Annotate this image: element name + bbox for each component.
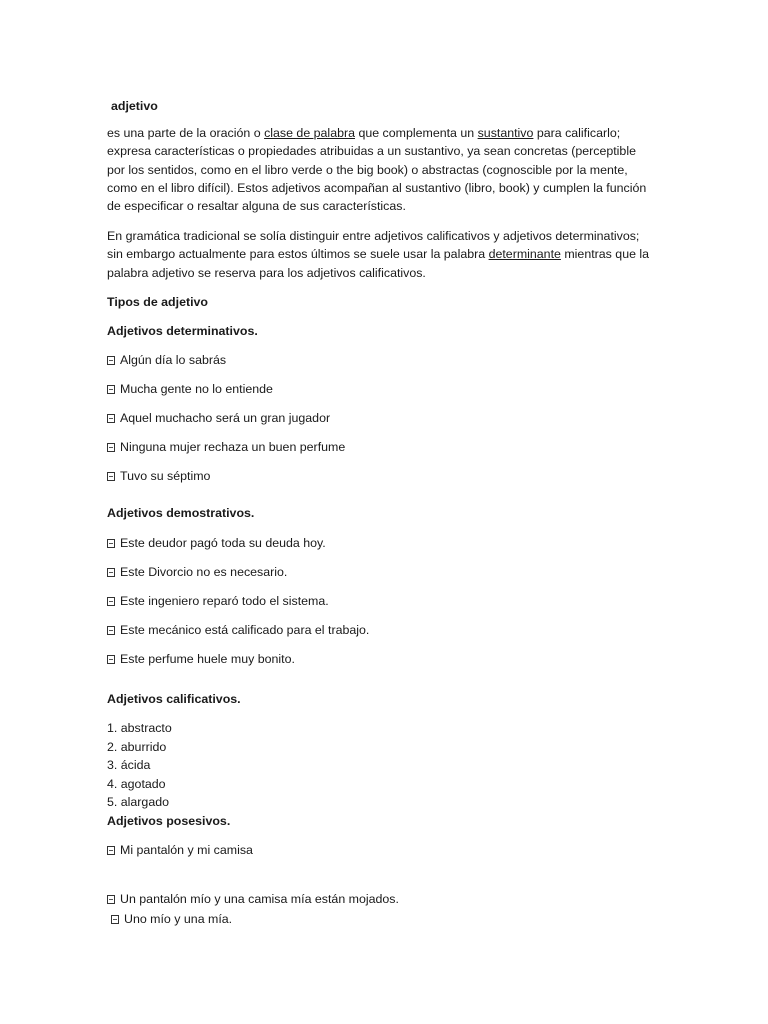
list-item bbox=[111, 910, 232, 928]
list-item bbox=[107, 841, 253, 859]
list-item-text: Este deudor pagó toda su deuda hoy. bbox=[120, 536, 326, 550]
list-item bbox=[107, 592, 329, 610]
checkbox-bullet-icon bbox=[107, 414, 115, 423]
list-item-text: Uno mío y una mía. bbox=[124, 912, 233, 926]
numbered-item: 3. ácida bbox=[107, 758, 151, 772]
list-item bbox=[107, 467, 210, 485]
checkbox-bullet-icon bbox=[107, 846, 115, 855]
intro-line-1 bbox=[107, 124, 620, 142]
link-sustantivo[interactable]: sustantivo bbox=[477, 126, 534, 140]
list-item-text: Este ingeniero reparó todo el sistema. bbox=[120, 594, 329, 608]
checkbox-bullet-icon bbox=[107, 597, 115, 606]
checkbox-bullet-icon bbox=[107, 895, 115, 904]
intro-line-3: por los sentidos, como en el libro verde o the big book) o abstractas (cognoscible por la mente, bbox=[107, 163, 628, 177]
list-item-text: Aquel muchacho será un gran jugador bbox=[120, 411, 331, 425]
intro-line-2: expresa características o propiedades atribuidas a un sustantivo, ya sean concretas (perceptible bbox=[107, 144, 636, 158]
list-item-text: Mucha gente no lo entiende bbox=[120, 382, 273, 396]
checkbox-bullet-icon bbox=[107, 626, 115, 635]
intro-line-4: como en el libro difícil). Estos adjetivos acompañan al sustantivo (libro, book) y cumplen la función bbox=[107, 181, 647, 195]
para2-text-2b: mientras que la bbox=[560, 247, 650, 261]
intro-text-1c: para calificarlo; bbox=[533, 126, 621, 140]
list-item-text: Algún día lo sabrás bbox=[120, 353, 227, 367]
checkbox-bullet-icon bbox=[107, 472, 115, 481]
intro-line-5: de especificar o resaltar alguna de sus características. bbox=[107, 199, 406, 213]
numbered-item: 1. abstracto bbox=[107, 721, 172, 735]
list-item-text: Mi pantalón y mi camisa bbox=[120, 843, 253, 857]
checkbox-bullet-icon bbox=[107, 385, 115, 394]
demostrativos-heading: Adjetivos demostrativos. bbox=[107, 506, 255, 520]
numbered-item: 4. agotado bbox=[107, 777, 166, 791]
numbered-item: 5. alargado bbox=[107, 795, 170, 809]
checkbox-bullet-icon bbox=[107, 655, 115, 664]
checkbox-bullet-icon bbox=[107, 539, 115, 548]
list-item-text: Un pantalón mío y una camisa mía están mojados. bbox=[120, 892, 399, 906]
list-item bbox=[107, 890, 399, 908]
document-title: adjetivo bbox=[111, 99, 158, 113]
list-item-text: Ninguna mujer rechaza un buen perfume bbox=[120, 440, 346, 454]
posesivos-heading: Adjetivos posesivos. bbox=[107, 814, 231, 828]
checkbox-bullet-icon bbox=[107, 443, 115, 452]
para2-line-2 bbox=[107, 245, 649, 263]
para2-text-2a: sin embargo actualmente para estos últimos se suele usar la palabra bbox=[107, 247, 489, 261]
checkbox-bullet-icon bbox=[111, 915, 119, 924]
list-item-text: Este perfume huele muy bonito. bbox=[120, 652, 295, 666]
intro-text-1a: es una parte de la oración o bbox=[107, 126, 265, 140]
list-item bbox=[107, 621, 369, 639]
list-item bbox=[107, 409, 330, 427]
list-item-text: Este mecánico está calificado para el trabajo. bbox=[120, 623, 370, 637]
list-item bbox=[107, 351, 226, 369]
determinativos-heading: Adjetivos determinativos. bbox=[107, 324, 258, 338]
numbered-item: 2. aburrido bbox=[107, 740, 167, 754]
checkbox-bullet-icon bbox=[107, 356, 115, 365]
intro-text-1b: que complementa un bbox=[355, 126, 478, 140]
link-clase-de-palabra[interactable]: clase de palabra bbox=[264, 126, 355, 140]
list-item bbox=[107, 650, 295, 668]
calificativos-heading: Adjetivos calificativos. bbox=[107, 692, 241, 706]
para2-line-3: palabra adjetivo se reserva para los adjetivos calificativos. bbox=[107, 266, 426, 280]
checkbox-bullet-icon bbox=[107, 568, 115, 577]
list-item bbox=[107, 534, 326, 552]
list-item-text: Este Divorcio no es necesario. bbox=[120, 565, 288, 579]
para2-line-1: En gramática tradicional se solía distinguir entre adjetivos calificativos y adjetivos determinativos; bbox=[107, 229, 640, 243]
link-determinante[interactable]: determinante bbox=[488, 247, 561, 261]
list-item-text: Tuvo su séptimo bbox=[120, 469, 211, 483]
tipos-heading: Tipos de adjetivo bbox=[107, 295, 208, 309]
list-item bbox=[107, 380, 273, 398]
list-item bbox=[107, 438, 345, 456]
list-item bbox=[107, 563, 287, 581]
